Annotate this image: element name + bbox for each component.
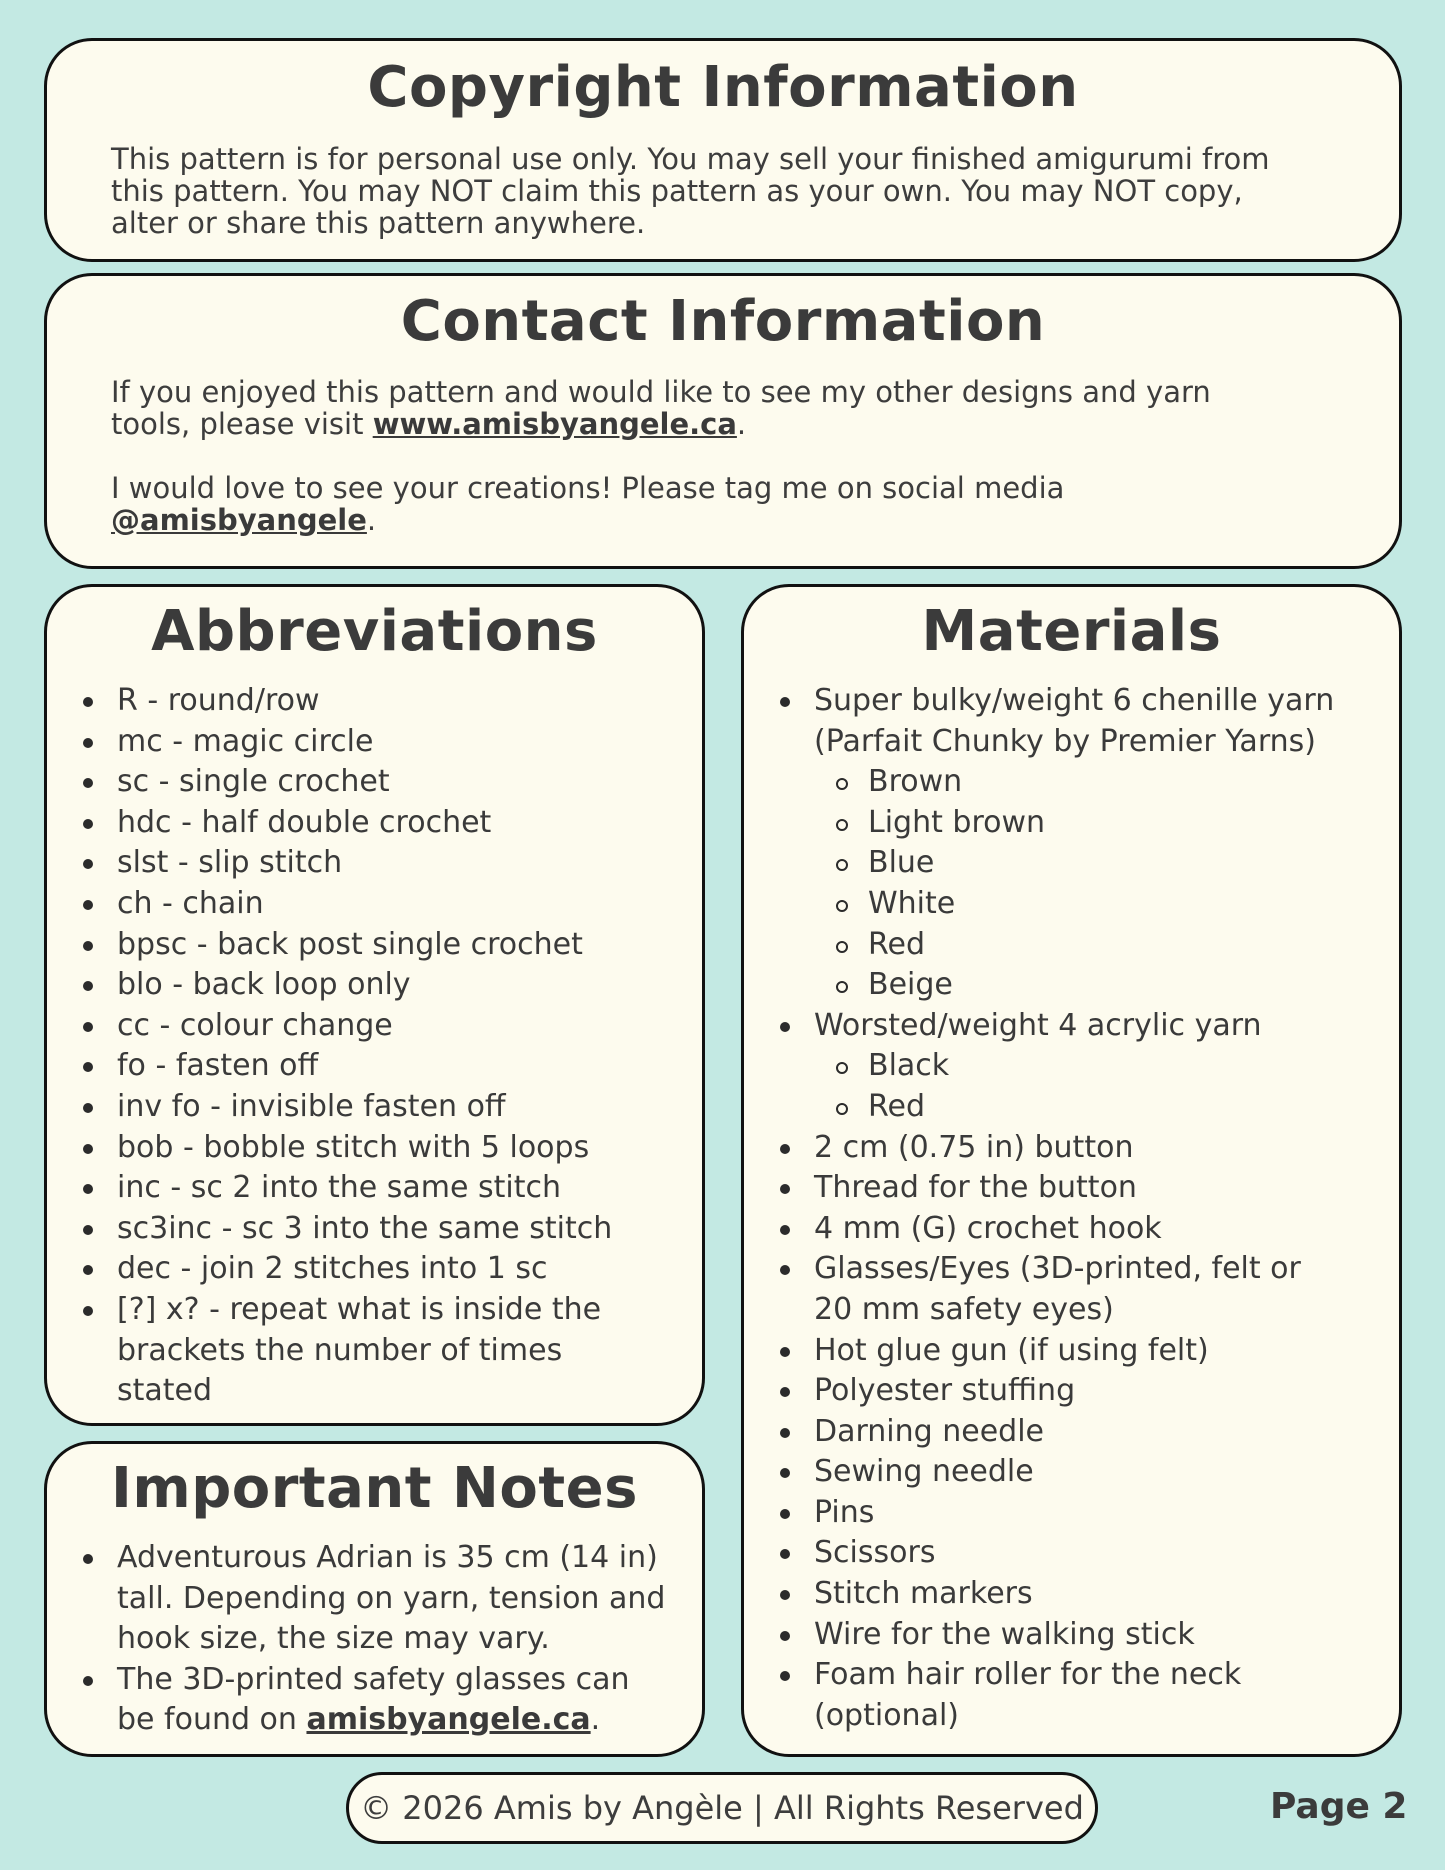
copyright-title: Copyright Information [367, 55, 1079, 120]
list-item: Stitch markers [814, 1574, 1379, 1615]
list-item: R - round/row [117, 681, 682, 722]
website-link[interactable]: www.amisbyangele.ca [372, 407, 737, 441]
copyright-line-3: alter or share this pattern anywhere. [111, 206, 646, 240]
contact-p2-line1: I would love to see your creations! Please tag me on social media [111, 471, 1065, 505]
list-item: The 3D-printed safety glasses can be found on amisbyangele.ca. [117, 1660, 686, 1741]
copyright-card [44, 38, 1402, 262]
list-item: Light brown [868, 803, 1379, 844]
list-item: Thread for the button [814, 1168, 1379, 1209]
list-item: blo - back loop only [117, 965, 682, 1006]
list-item: Red [868, 925, 1379, 966]
shop-link[interactable]: amisbyangele.ca [306, 1702, 591, 1738]
list-item: Darning needle [814, 1412, 1379, 1453]
list-item: Scissors [814, 1533, 1379, 1574]
list-item: Red [868, 1087, 1379, 1128]
contact-p1-line1: If you enjoyed this pattern and would like to see my other designs and yarn [111, 375, 1211, 409]
list-item: Hot glue gun (if using felt) [814, 1331, 1379, 1372]
copyright-line-1: This pattern is for personal use only. You may sell your finished amigurumi from [111, 142, 1270, 176]
notes-list [117, 1538, 686, 1741]
materials-title: Materials [921, 599, 1222, 664]
contact-card [44, 273, 1402, 569]
list-item: Foam hair roller for the neck (optional) [814, 1655, 1379, 1736]
list-item: Adventurous Adrian is 35 cm (14 in) tall. Depending on yarn, tension and hook size, the size may vary. [117, 1538, 686, 1660]
abbreviations-list [117, 681, 682, 1412]
important-notes-card [44, 1441, 705, 1757]
list-item: 2 cm (0.75 in) button [814, 1128, 1379, 1169]
copyright-line-2: this pattern. You may NOT claim this pattern as your own. You may NOT copy, [111, 174, 1243, 208]
list-item: inv fo - invisible fasten off [117, 1087, 682, 1128]
list-item: bob - bobble stitch with 5 loops [117, 1128, 682, 1169]
list-item: Super bulky/weight 6 chenille yarn (Parfait Chunky by Premier Yarns) [814, 681, 1379, 762]
list-item: Glasses/Eyes (3D-printed, felt or 20 mm safety eyes) [814, 1249, 1379, 1330]
list-item: [?] x? - repeat what is inside the brackets the number of times stated [117, 1290, 682, 1412]
page-number: Page 2 [1270, 1786, 1408, 1827]
list-item: hdc - half double crochet [117, 803, 682, 844]
materials-list [814, 681, 1379, 1736]
footer-copyright-pill [346, 1772, 1098, 1844]
list-item: White [868, 884, 1379, 925]
list-item: Beige [868, 965, 1379, 1006]
list-item: Polyester stuffing [814, 1371, 1379, 1412]
contact-p1-line2: tools, please visit www.amisbyangele.ca. [111, 407, 747, 441]
list-item: dec - join 2 stitches into 1 sc [117, 1249, 682, 1290]
list-item: Brown [868, 762, 1379, 803]
abbreviations-card [44, 584, 705, 1426]
contact-p2-line2: @amisbyangele. [111, 503, 377, 537]
contact-title: Contact Information [400, 289, 1046, 354]
list-item: mc - magic circle [117, 722, 682, 763]
list-item: Worsted/weight 4 acrylic yarn [814, 1006, 1379, 1047]
list-item: Wire for the walking stick [814, 1615, 1379, 1656]
list-item: Pins [814, 1493, 1379, 1534]
abbreviations-title: Abbreviations [151, 599, 598, 664]
list-item: slst - slip stitch [117, 843, 682, 884]
list-item: cc - colour change [117, 1006, 682, 1047]
materials-card [741, 584, 1402, 1757]
list-item: Black [868, 1046, 1379, 1087]
list-item: Sewing needle [814, 1452, 1379, 1493]
notes-title: Important Notes [111, 1456, 638, 1521]
list-item: fo - fasten off [117, 1046, 682, 1087]
list-item: bpsc - back post single crochet [117, 925, 682, 966]
list-item: sc3inc - sc 3 into the same stitch [117, 1209, 682, 1250]
list-item: ch - chain [117, 884, 682, 925]
list-item: Blue [868, 843, 1379, 884]
list-item: 4 mm (G) crochet hook [814, 1209, 1379, 1250]
list-item: sc - single crochet [117, 762, 682, 803]
social-handle-link[interactable]: @amisbyangele [111, 503, 367, 537]
list-item: inc - sc 2 into the same stitch [117, 1168, 682, 1209]
footer-text: © 2026 Amis by Angèle | All Rights Reserved [360, 1789, 1084, 1827]
